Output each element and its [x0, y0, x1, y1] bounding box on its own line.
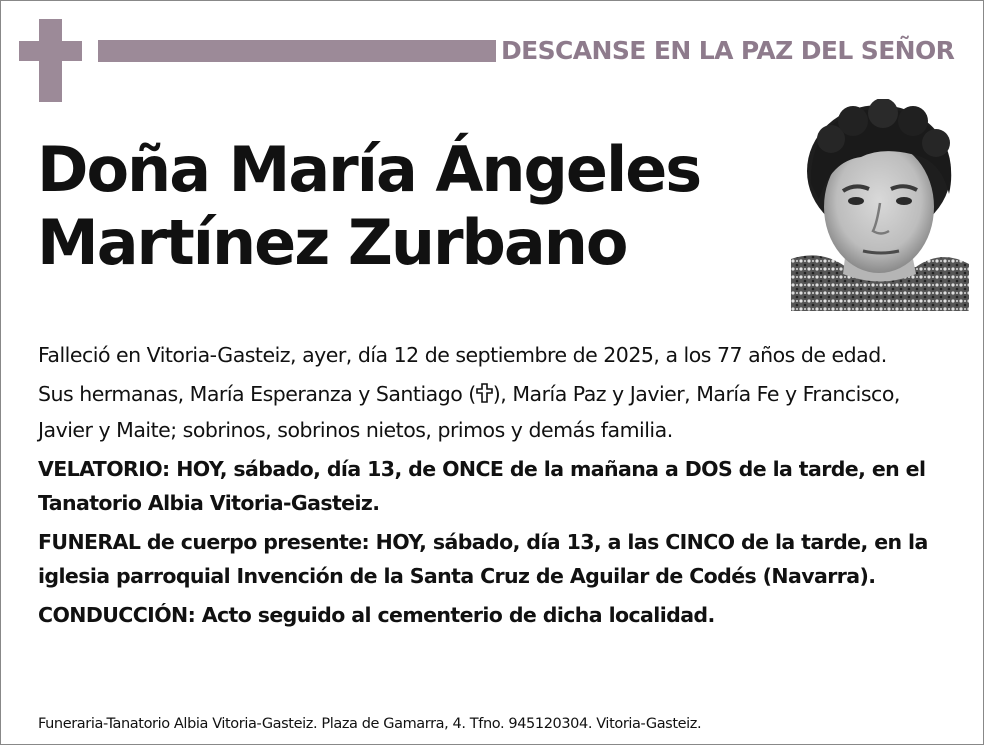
header-bar [98, 40, 496, 62]
funeral-details: FUNERAL de cuerpo presente: HOY, sábado, día 13, a las CINCO de la tarde, en la iglesia parroquial Invención de la Santa Cruz de Aguilar de Codés (Navarra). [38, 530, 928, 588]
wake-details: VELATORIO: HOY, sábado, día 13, de ONCE de la mañana a DOS de la tarde, en el Tanatorio Albia Vitoria-Gasteiz. [38, 457, 926, 515]
procession-details: CONDUCCIÓN: Acto seguido al cementerio de dicha localidad. [38, 603, 715, 627]
funeral-home-info: Funeraria-Tanatorio Albia Vitoria-Gasteiz. Plaza de Gamarra, 4. Tfno. 945120304. Vitoria-Gasteiz. [38, 716, 702, 732]
portrait-photo [791, 99, 969, 311]
family-list [38, 377, 953, 447]
deceased-name-line1: Doña María Ángeles [37, 133, 701, 206]
notice-body [38, 338, 953, 637]
deceased-name-line2: Martínez Zurbano [37, 206, 627, 279]
deceased-name [37, 133, 787, 279]
family-list-part1: Sus hermanas, María Esperanza y Santiago ( [38, 382, 476, 406]
header-tagline: DESCANSE EN LA PAZ DEL SEÑOR [501, 36, 955, 65]
death-announcement: Falleció en Vitoria-Gasteiz, ayer, día 12 de septiembre de 2025, a los 77 años de edad. [38, 343, 887, 367]
deceased-cross-icon [476, 379, 493, 413]
family-list-part2: ), María Paz y Javier, María Fe y Francisco, Javier y Maite; sobrinos, sobrinos nietos, primos y demás familia. [38, 382, 900, 442]
